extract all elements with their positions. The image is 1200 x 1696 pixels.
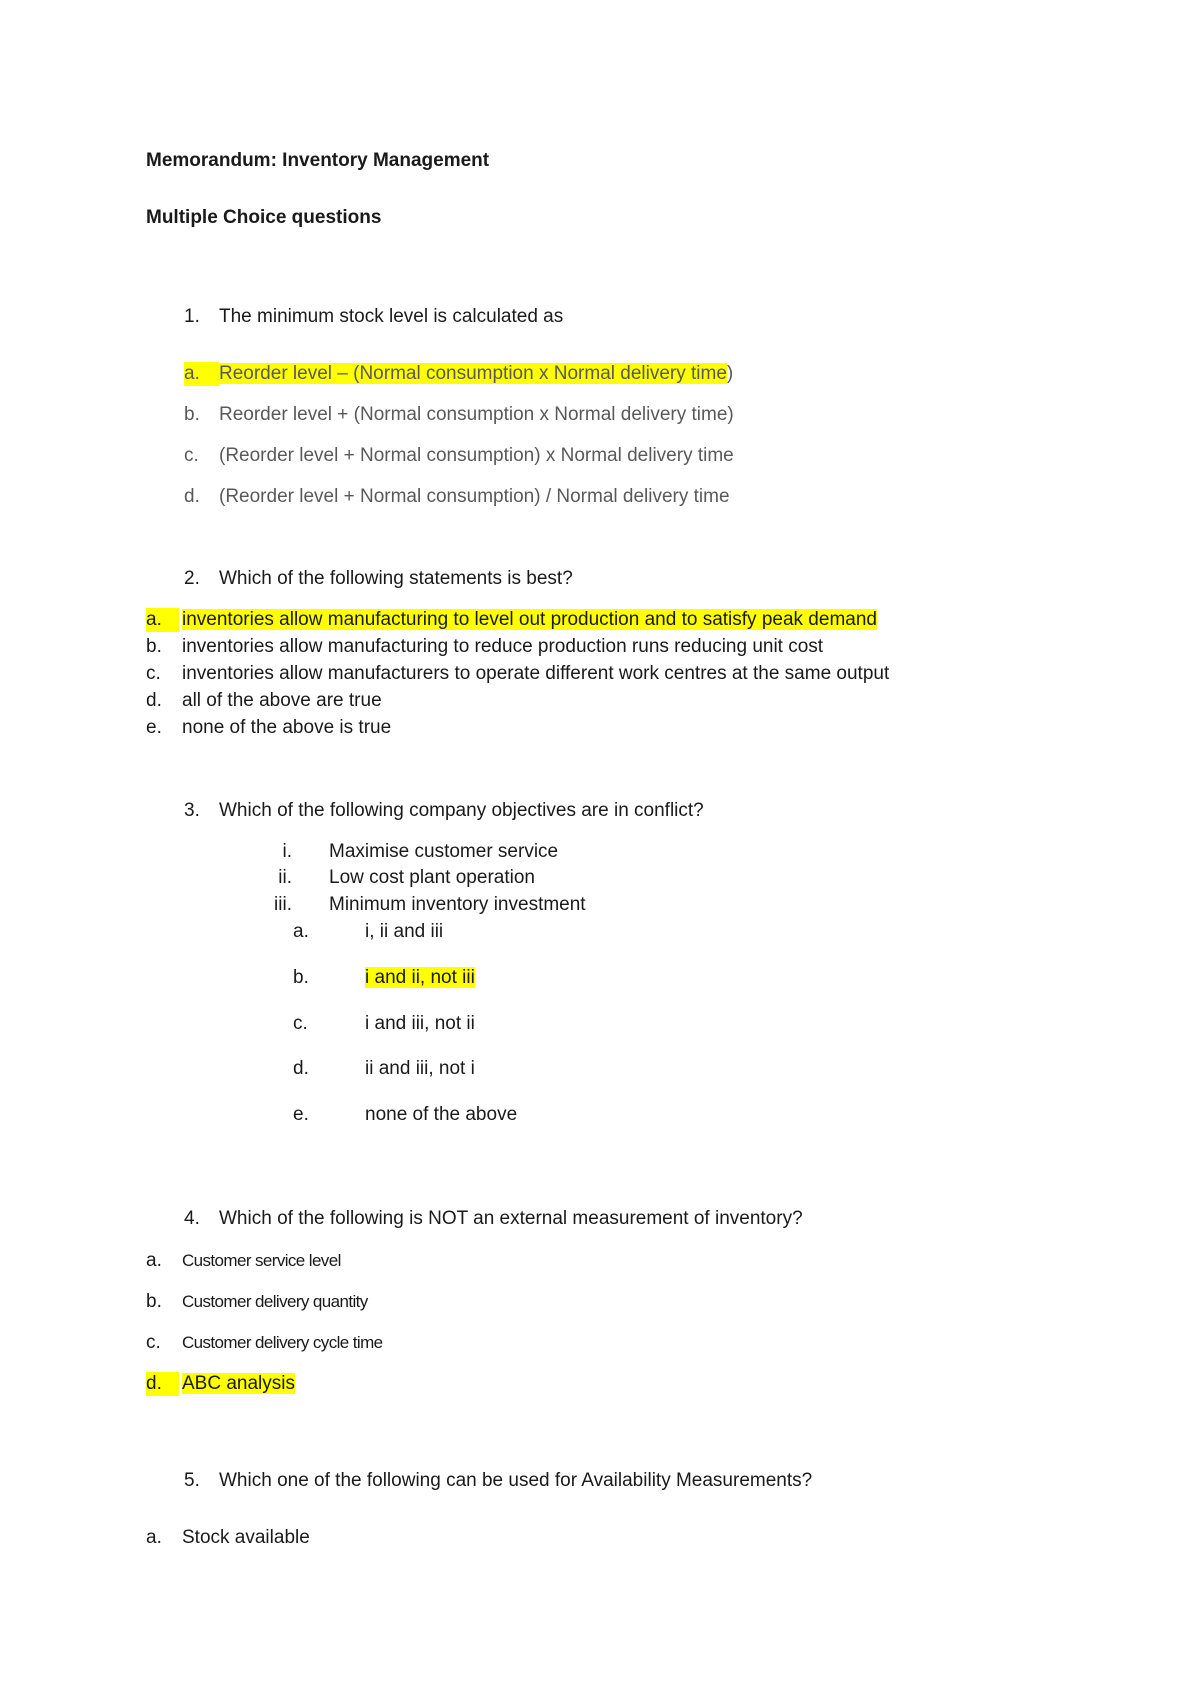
option-label: e. <box>293 1104 309 1125</box>
option-label: d. <box>184 486 200 507</box>
option-text: Customer delivery quantity <box>182 1292 368 1311</box>
option-label: b. <box>184 404 200 425</box>
option-label: c. <box>293 1013 308 1034</box>
option-text: Customer service level <box>182 1251 341 1270</box>
option-text: (Reorder level + Normal consumption) / Normal delivery time <box>219 486 730 507</box>
option-text <box>182 1372 295 1396</box>
roman-item-text: Maximise customer service <box>329 841 559 862</box>
option-text-tail: ) <box>726 363 734 384</box>
question-number: 1. <box>184 306 200 327</box>
roman-label: iii. <box>274 894 292 915</box>
option-label: a. <box>146 608 179 632</box>
option-label: a. <box>184 362 219 386</box>
document-title: Memorandum: Inventory Management <box>146 150 490 171</box>
roman-item-text: Low cost plant operation <box>329 867 535 888</box>
question-text: The minimum stock level is calculated as <box>219 306 564 327</box>
option-text <box>365 966 475 990</box>
option-label: c. <box>146 1332 161 1353</box>
roman-item-text: Minimum inventory investment <box>329 894 586 915</box>
document-subtitle: Multiple Choice questions <box>146 207 382 228</box>
option-text: inventories allow manufacturing to reduce production runs reducing unit cost <box>182 636 824 657</box>
question-text: Which one of the following can be used for Availability Measurements? <box>219 1470 813 1491</box>
option-label: a. <box>146 1250 162 1271</box>
option-label: a. <box>293 921 309 942</box>
option-label: c. <box>146 663 161 684</box>
option-text: Reorder level + (Normal consumption x Normal delivery time) <box>219 404 734 425</box>
option-label: d. <box>146 1372 179 1396</box>
option-text: Stock available <box>182 1527 310 1548</box>
option-label: b. <box>146 636 162 657</box>
question-number: 4. <box>184 1208 200 1229</box>
highlighted-answer: inventories allow manufacturing to level out production and to satisfy peak demand <box>182 609 877 630</box>
option-label: b. <box>146 1291 162 1312</box>
option-label: d. <box>293 1058 309 1079</box>
question-text: Which of the following is NOT an external measurement of inventory? <box>219 1208 803 1229</box>
option-text <box>219 362 733 386</box>
option-text: i, ii and iii <box>365 921 444 942</box>
highlighted-answer: i and ii, not iii <box>365 967 475 988</box>
option-text: (Reorder level + Normal consumption) x Normal delivery time <box>219 445 734 466</box>
option-label: a. <box>146 1527 162 1548</box>
question-text: Which of the following company objectives are in conflict? <box>219 800 704 821</box>
option-text: none of the above is true <box>182 717 392 738</box>
option-label: c. <box>184 445 199 466</box>
option-label: d. <box>146 690 162 711</box>
roman-label: i. <box>282 841 292 862</box>
question-text: Which of the following statements is best? <box>219 568 573 589</box>
question-number: 3. <box>184 800 200 821</box>
option-text: none of the above <box>365 1104 518 1125</box>
option-label: e. <box>146 717 162 738</box>
option-text: Customer delivery cycle time <box>182 1333 383 1352</box>
roman-label: ii. <box>278 867 292 888</box>
option-text: ii and iii, not i <box>365 1058 475 1079</box>
option-label: b. <box>293 967 309 988</box>
option-text: i and iii, not ii <box>365 1013 475 1034</box>
highlighted-answer: Reorder level – (Normal consumption x Normal delivery time <box>219 363 727 384</box>
question-number: 5. <box>184 1470 200 1491</box>
option-text <box>182 608 877 632</box>
highlighted-answer: ABC analysis <box>182 1373 295 1394</box>
option-text: all of the above are true <box>182 690 382 711</box>
question-number: 2. <box>184 568 200 589</box>
option-text: inventories allow manufacturers to operate different work centres at the same output <box>182 663 890 684</box>
